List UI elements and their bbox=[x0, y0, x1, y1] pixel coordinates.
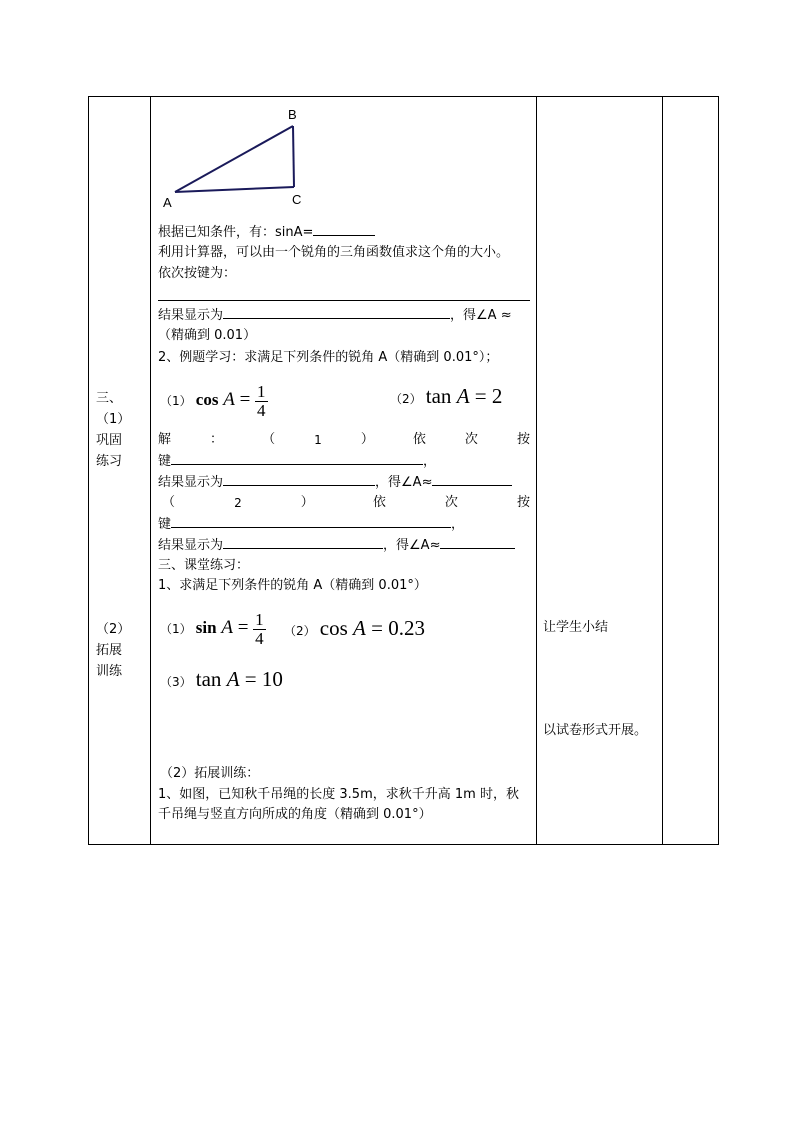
solution-1-result-blank bbox=[223, 473, 375, 486]
table-top-border bbox=[88, 96, 719, 97]
solution-1-heading: 解 ： （ 1 ） 依 次 按 bbox=[158, 432, 530, 447]
calculator-line: 利用计算器，可以由一个锐角的三角函数值求这个角的大小。 bbox=[158, 245, 510, 260]
table-divider-3 bbox=[662, 96, 663, 845]
practice-2-expr: cos A = 0.23 bbox=[319, 616, 425, 640]
solution-1-angle-blank bbox=[432, 473, 512, 486]
practice-3-label: （3） bbox=[160, 675, 192, 689]
solution-2-result: 结果显示为 ，得∠A≈ bbox=[158, 536, 515, 555]
key-sequence-line: 依次按键为： bbox=[158, 266, 237, 281]
class-practice-title: 三、课堂练习： bbox=[158, 558, 250, 573]
result-line bbox=[158, 306, 512, 325]
vertex-b-label: B bbox=[288, 107, 297, 122]
table-right-border bbox=[718, 96, 719, 845]
sin-line bbox=[158, 223, 375, 242]
practice-1-formula bbox=[160, 606, 266, 652]
solution-1-keys: 键 ， bbox=[158, 454, 437, 469]
result-blank bbox=[223, 306, 450, 319]
example-1-label: （1） bbox=[160, 394, 192, 408]
practice-2-label: （2） bbox=[284, 624, 316, 638]
example-2-label: （2） bbox=[390, 392, 422, 406]
sin-line-text: 根据已知条件，有：sinA= bbox=[158, 225, 314, 240]
solution-2-result-blank bbox=[223, 536, 383, 549]
table-divider-1 bbox=[150, 96, 151, 845]
vertex-a-label: A bbox=[163, 195, 172, 210]
precision-note: （精确到 0.01） bbox=[158, 328, 257, 343]
practice-3-expr: tan A = 10 bbox=[195, 667, 283, 691]
solution-2-angle-blank bbox=[440, 536, 515, 549]
extension-title: （2）拓展训练： bbox=[160, 766, 260, 781]
solution-2-keys: 键 ， bbox=[158, 517, 465, 532]
section-label-extend: （2） 拓展 训练 bbox=[96, 622, 131, 679]
solution-2-heading: （ 2 ） 依 次 按 bbox=[162, 495, 530, 510]
vertex-c-label: C bbox=[292, 192, 302, 207]
key-sequence-blank bbox=[158, 300, 530, 301]
example-1-formula bbox=[160, 378, 268, 424]
solution-1-result: 结果显示为 ，得∠A≈ bbox=[158, 473, 512, 492]
class-practice-question: 1、求满足下列条件的锐角 A（精确到 0.01°） bbox=[158, 578, 427, 593]
practice-1-fraction: $\frac{1}{4}$ bbox=[255, 610, 264, 648]
solution-2-keys-blank bbox=[171, 515, 451, 528]
example-1-fraction: $\frac{1}{4}$ bbox=[257, 382, 266, 420]
table-bottom-border bbox=[88, 844, 719, 845]
example-title: 2、例题学习：求满足下列条件的锐角 A（精确到 0.01°）； bbox=[158, 350, 499, 365]
section-label-consolidate: 三、 （1） 巩固 练习 bbox=[96, 391, 131, 469]
extension-question-line1: 1、如图，已知秋千吊绳的长度 3.5m，求秋千升高 1m 时，秋 bbox=[158, 787, 519, 802]
teacher-note-summary: 让学生小结 bbox=[543, 620, 609, 635]
solution-1-keys-blank bbox=[171, 452, 423, 465]
table-left-border bbox=[88, 96, 89, 845]
teacher-note-exam: 以试卷形式开展。 bbox=[543, 723, 648, 738]
practice-2-formula bbox=[284, 617, 425, 643]
result-suffix: ，得∠A ≈ bbox=[450, 308, 512, 323]
table-divider-2 bbox=[536, 96, 537, 845]
result-prefix: 结果显示为 bbox=[158, 308, 224, 323]
practice-1-expr: sin A = bbox=[195, 617, 249, 638]
extension-question-line2: 千吊绳与竖直方向所成的角度（精确到 0.01°） bbox=[158, 807, 432, 822]
practice-1-label: （1） bbox=[160, 622, 192, 636]
sin-blank bbox=[313, 223, 375, 236]
example-1-expr: cos A = bbox=[195, 389, 251, 410]
practice-3-formula bbox=[160, 668, 283, 694]
example-2-formula bbox=[390, 385, 502, 411]
example-2-expr: tan A = 2 bbox=[425, 384, 503, 408]
